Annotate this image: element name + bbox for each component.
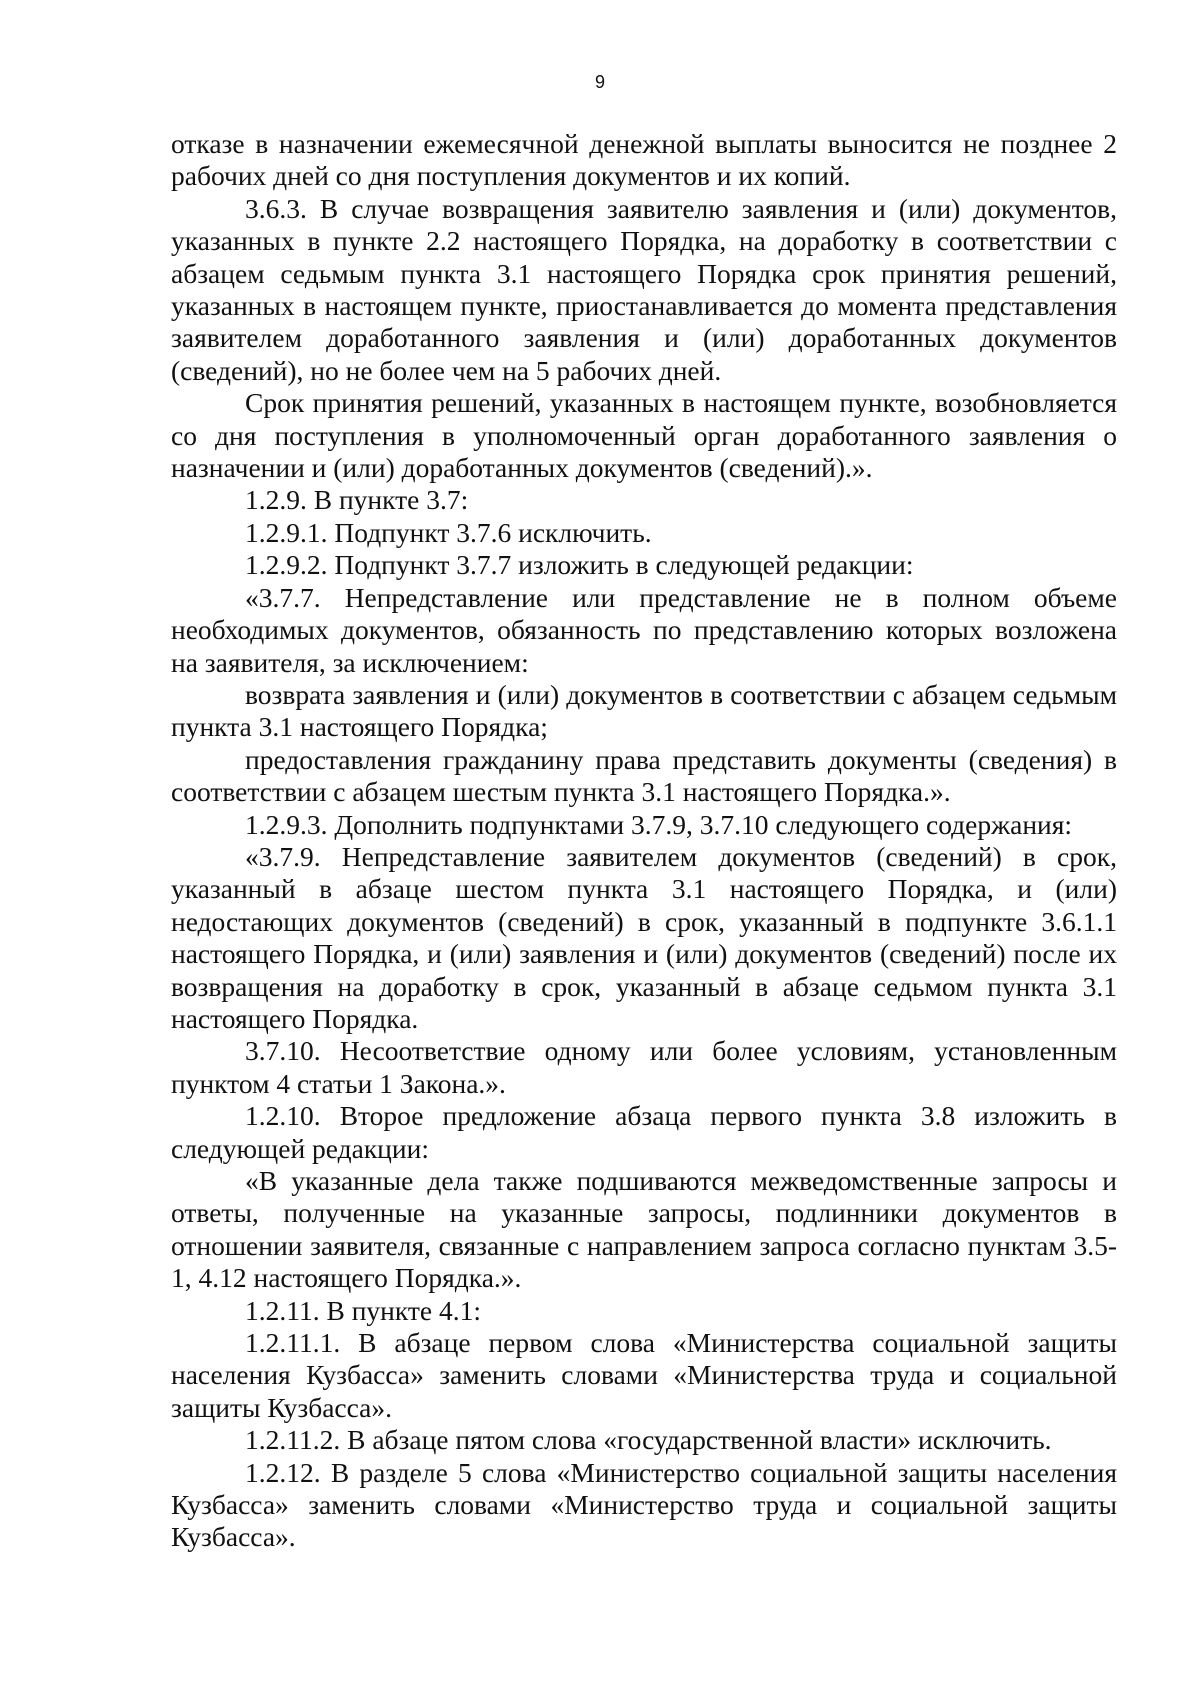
paragraph-exception-right: предоставления гражданину права представить документы (сведения) в соответствии с абзацем шестым пункта 3.1 настоящего Порядка.». (171, 743, 1117, 808)
page-number: 9 (594, 72, 605, 92)
paragraph-1-2-9-2: 1.2.9.2. Подпункт 3.7.7 изложить в следующей редакции: (245, 549, 914, 581)
paragraph-1-2-11-1: 1.2.11.1. В абзаце первом слова «Министерства социальной защиты населения Кузбасса» заменить словами «Министерства труда и социальной защиты Кузбасса». (171, 1327, 1117, 1423)
paragraph-1-2-12: 1.2.12. В разделе 5 слова «Министерство социальной защиты населения Кузбасса» заменить словами «Министерство труда и социальной защиты Кузбасса». (171, 1456, 1117, 1553)
paragraph-3-7-10: 3.7.10. Несоответствие одному или более условиям, установленным пунктом 4 статьи 1 Закона.». (171, 1035, 1117, 1099)
paragraph-3-7-7: «3.7.7. Непредставление или представление не в полном объеме необходимых документов, обязанность по представлению которых возложена на заявителя, за исключением: (171, 581, 1117, 678)
paragraph-deadline-resume: Срок принятия решений, указанных в настоящем пункте, возобновляется со дня поступления в уполномоченный орган доработанного заявления о назначении и (или) доработанных документов (сведений).». (171, 387, 1117, 484)
paragraph-3-6-3: 3.6.3. В случае возвращения заявителю заявления и (или) документов, указанных в пункте 2.2 настоящего Порядка, на доработку в соответствии с абзацем седьмым пункта 3.1 настоящего Порядка срок принятия решений, указанных в настоящем пункте, приостанавливается до момента представления заявителем доработанного заявления и (или) доработанных документов (сведений), но не более чем на 5 рабочих дней. (171, 192, 1117, 386)
paragraph-3-7-9: «3.7.9. Непредставление заявителем документов (сведений) в срок, указанный в абзаце шестом пункта 3.1 настоящего Порядка, и (или) недостающих документов (сведений) в срок, указанный в подпункте 3.6.1.1 настоящего Порядка, и (или) заявления и (или) документов (сведений) после их возвращения на доработку в срок, указанный в абзаце седьмом пункта 3.1 настоящего Порядка. (171, 840, 1117, 1034)
paragraph-1-2-9-1: 1.2.9.1. Подпункт 3.7.6 исключить. (245, 516, 652, 548)
paragraph-1-2-9: 1.2.9. В пункте 3.7: (245, 484, 469, 516)
paragraph-1-2-11-2: 1.2.11.2. В абзаце пятом слова «государственной власти» исключить. (245, 1424, 1052, 1456)
paragraph-cases-quote: «В указанные дела также подшиваются межведомственные запросы и ответы, полученные на указанные запросы, подлинники документов в отношении заявителя, связанные с направлением запроса согласно пунктам 3.5-1, 4.12 настоящего Порядка.». (171, 1165, 1117, 1294)
paragraph-1-2-10: 1.2.10. Второе предложение абзаца первого пункта 3.8 изложить в следующей редакции: (171, 1100, 1117, 1164)
paragraph-continuation: отказе в назначении ежемесячной денежной выплаты выносится не позднее 2 рабочих дней со дня поступления документов и их копий. (171, 128, 1117, 192)
paragraph-1-2-11: 1.2.11. В пункте 4.1: (245, 1294, 481, 1326)
paragraph-exception-return: возврата заявления и (или) документов в соответствии с абзацем седьмым пункта 3.1 настоящего Порядка; (171, 678, 1117, 743)
document-body (171, 128, 1117, 1554)
paragraph-1-2-9-3: 1.2.9.3. Дополнить подпунктами 3.7.9, 3.7.10 следующего содержания: (245, 808, 1073, 840)
